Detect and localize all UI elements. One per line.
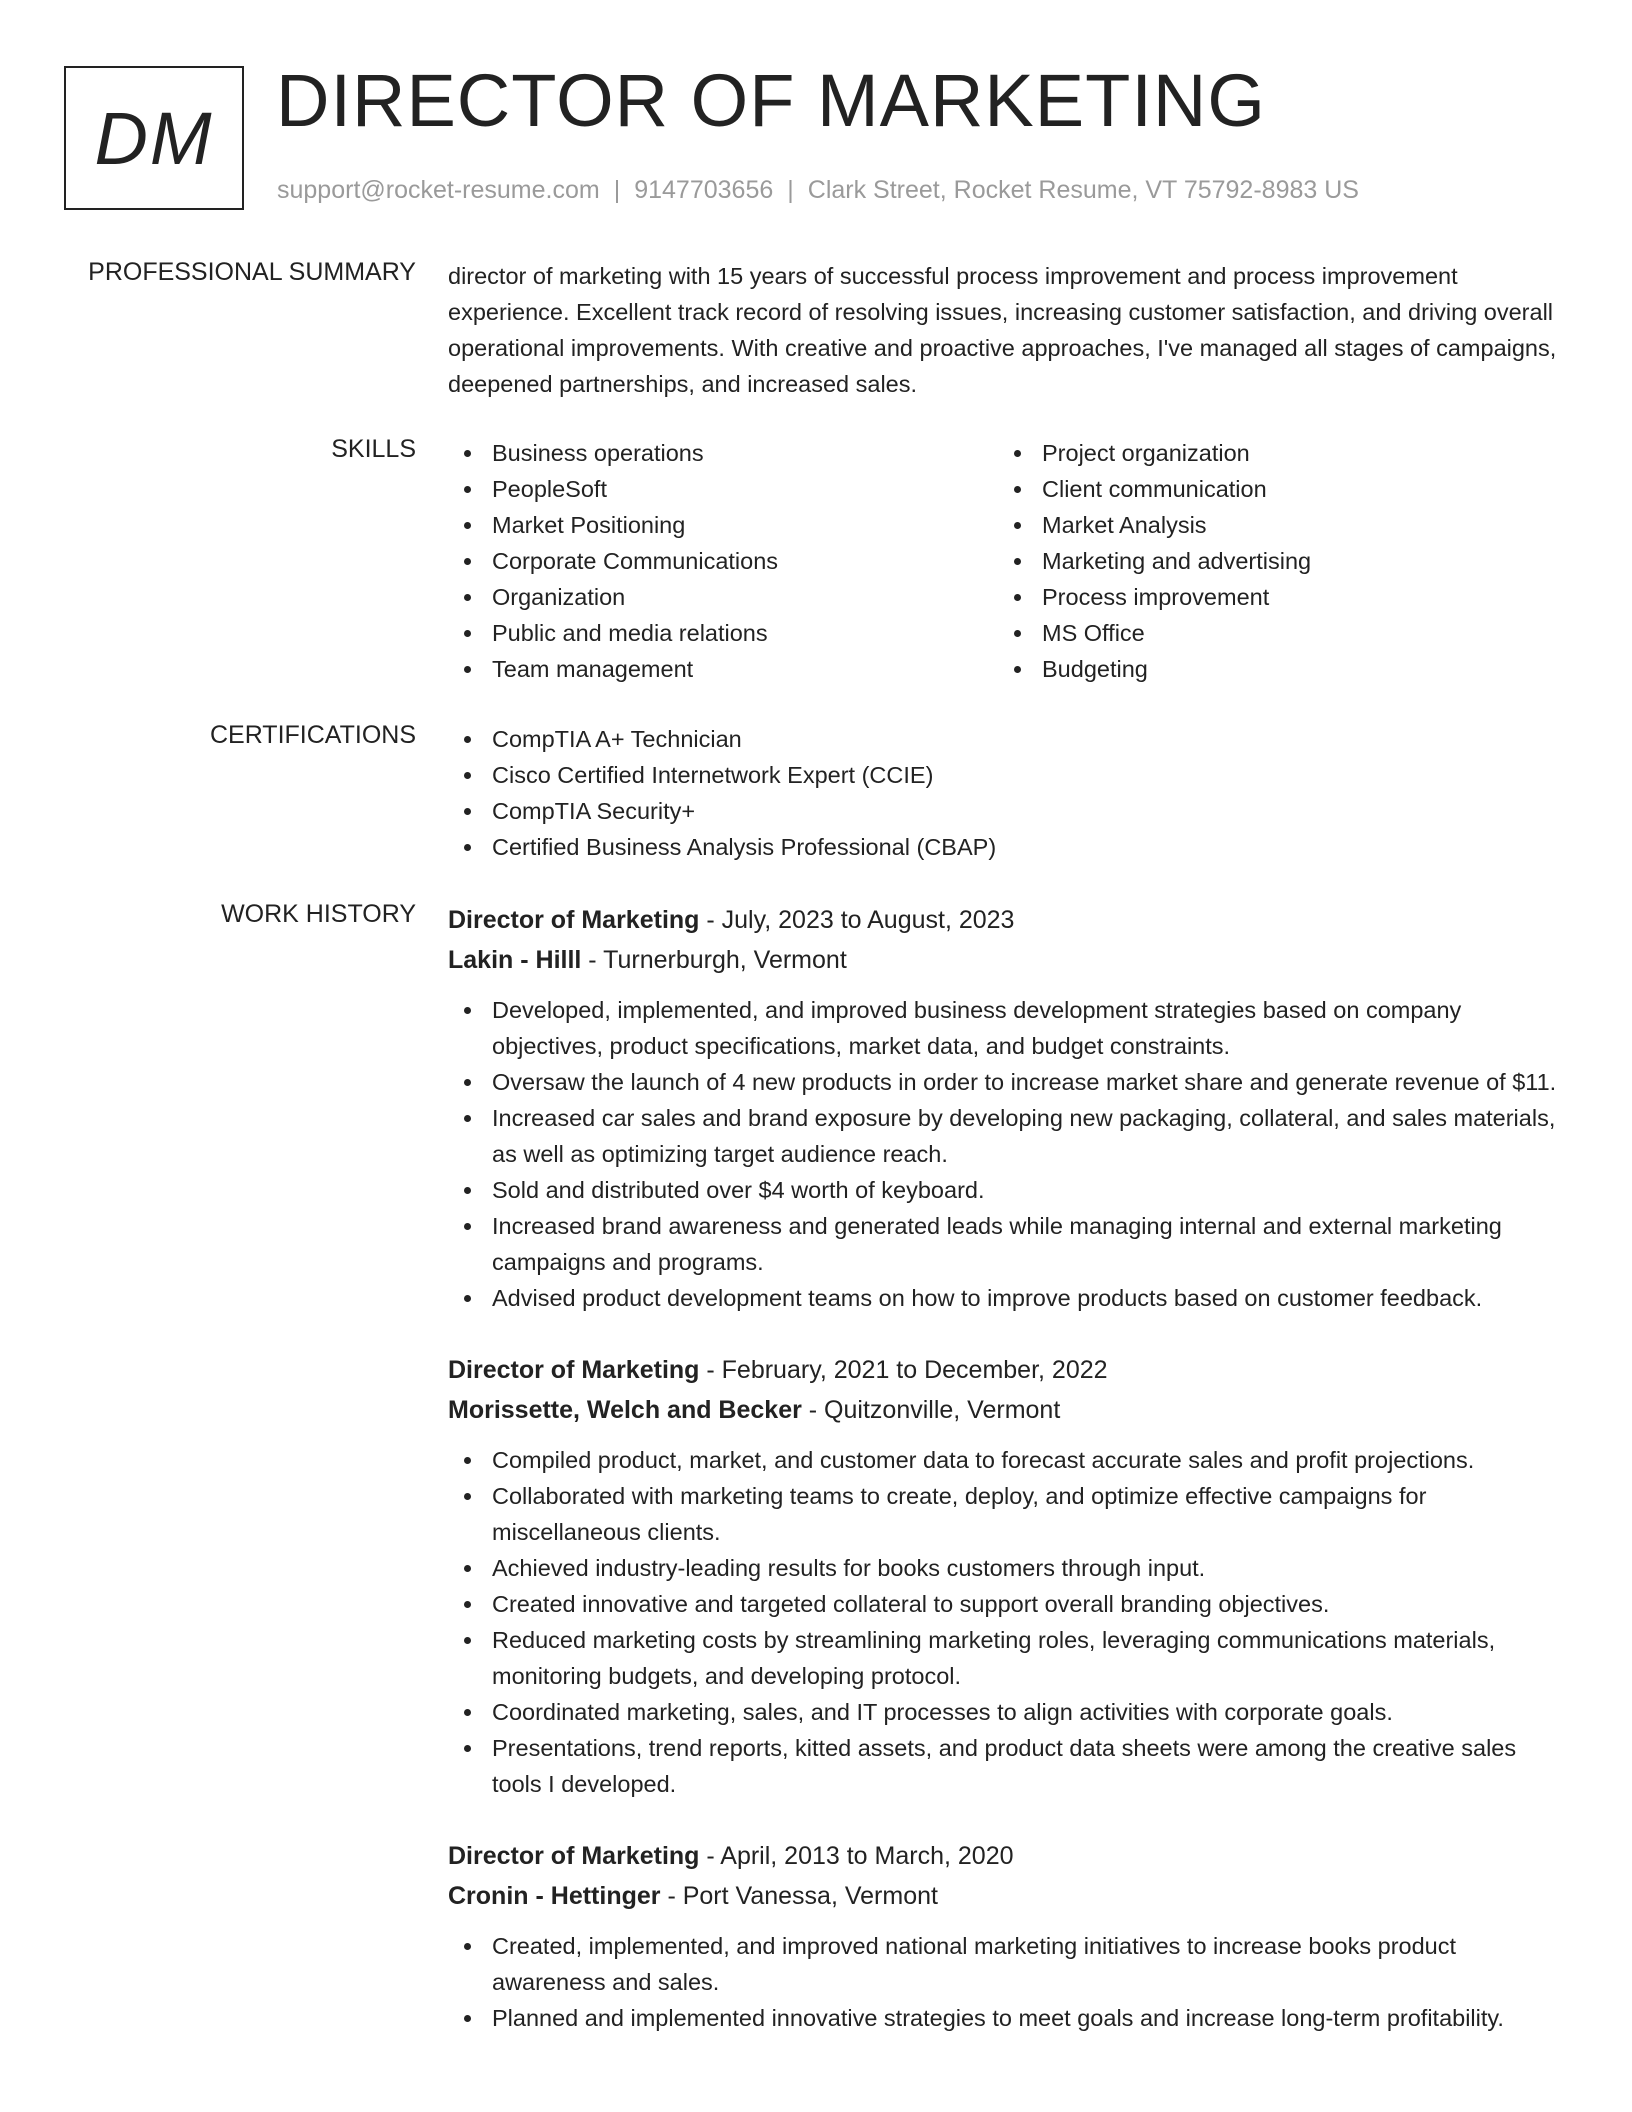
job-location: - Port Vanessa, Vermont (660, 1882, 938, 1910)
job-dates: - February, 2021 to December, 2022 (699, 1356, 1108, 1384)
job-bullets (448, 1928, 1568, 2036)
list-item: Market Positioning (448, 507, 998, 543)
job-title: Director of Marketing (448, 1356, 700, 1384)
contact-phone[interactable]: 9147703656 (634, 176, 774, 204)
skills-columns (448, 435, 1568, 687)
job-company-line (448, 940, 1568, 980)
certifications-list (448, 721, 1568, 865)
list-item: Corporate Communications (448, 543, 998, 579)
list-item: Created, implemented, and improved national marketing initiatives to increase books product awareness and sales. (448, 1928, 1568, 2000)
list-item: Business operations (448, 435, 998, 471)
job-bullets (448, 992, 1568, 1316)
list-item: Developed, implemented, and improved business development strategies based on company objectives, product specifications, market data, and budget constraints. (448, 992, 1568, 1064)
list-item: CompTIA A+ Technician (448, 721, 1568, 757)
section-label-skills: SKILLS (331, 435, 416, 463)
job-location: - Turnerburgh, Vermont (581, 946, 847, 974)
skills-list-left (448, 435, 998, 687)
section-label-certifications: CERTIFICATIONS (209, 721, 416, 749)
list-item: Compiled product, market, and customer data to forecast accurate sales and profit projections. (448, 1442, 1568, 1478)
job-company-line (448, 1876, 1568, 1916)
contact-separator: | (613, 176, 621, 204)
list-item: Increased brand awareness and generated leads while managing internal and external marketing campaigns and programs. (448, 1208, 1568, 1280)
job-title-line (448, 1836, 1568, 1876)
page-title: DIRECTOR OF MARKETING (276, 59, 1266, 142)
job-entry (448, 1836, 1568, 2036)
list-item: Budgeting (998, 651, 1548, 687)
list-item: Planned and implemented innovative strategies to meet goals and increase long-term profitability. (448, 2000, 1568, 2036)
list-item: Created innovative and targeted collateral to support overall branding objectives. (448, 1586, 1568, 1622)
job-company: Morissette, Welch and Becker (448, 1396, 802, 1424)
contact-address: Clark Street, Rocket Resume, VT 75792-8983 US (807, 176, 1359, 204)
job-company: Lakin - Hilll (448, 946, 582, 974)
list-item: Marketing and advertising (998, 543, 1548, 579)
section-label-summary: PROFESSIONAL SUMMARY (88, 258, 416, 286)
list-item: Presentations, trend reports, kitted assets, and product data sheets were among the creative sales tools I developed. (448, 1730, 1568, 1802)
list-item: Public and media relations (448, 615, 998, 651)
jobs-list (448, 900, 1568, 2070)
job-company-line (448, 1390, 1568, 1430)
contact-separator: | (787, 176, 794, 204)
job-bullets (448, 1442, 1568, 1802)
list-item: Collaborated with marketing teams to create, deploy, and optimize effective campaigns for miscellaneous clients. (448, 1478, 1568, 1550)
list-item: Sold and distributed over $4 worth of keyboard. (448, 1172, 1568, 1208)
list-item: Client communication (998, 471, 1548, 507)
job-dates: - April, 2013 to March, 2020 (699, 1842, 1014, 1870)
list-item: Increased car sales and brand exposure by developing new packaging, collateral, and sales materials, as well as optimizing target audience reach. (448, 1100, 1568, 1172)
contact-line (277, 176, 1359, 205)
list-item: Coordinated marketing, sales, and IT processes to align activities with corporate goals. (448, 1694, 1568, 1730)
list-item: MS Office (998, 615, 1548, 651)
list-item: CompTIA Security+ (448, 793, 1568, 829)
job-title-line (448, 900, 1568, 940)
list-item: Oversaw the launch of 4 new products in order to increase market share and generate revenue of $11. (448, 1064, 1568, 1100)
list-item: Team management (448, 651, 998, 687)
job-location: - Quitzonville, Vermont (801, 1396, 1061, 1424)
list-item: Certified Business Analysis Professional (CBAP) (448, 829, 1568, 865)
job-company: Cronin - Hettinger (448, 1882, 661, 1910)
summary-text: director of marketing with 15 years of successful process improvement and process improvement experience. Excellent track record of resolving issues, increasing customer satisfaction, and driving overall operational improvements. With creative and proactive approaches, I've managed all stages of campaigns, deepened partnerships, and increased sales. (448, 263, 1557, 397)
list-item: Achieved industry-leading results for books customers through input. (448, 1550, 1568, 1586)
list-item: Advised product development teams on how to improve products based on customer feedback. (448, 1280, 1568, 1316)
job-title-line (448, 1350, 1568, 1390)
list-item: Organization (448, 579, 998, 615)
list-item: Market Analysis (998, 507, 1548, 543)
list-item: PeopleSoft (448, 471, 998, 507)
job-title: Director of Marketing (448, 1842, 700, 1870)
job-dates: - July, 2023 to August, 2023 (699, 906, 1015, 934)
list-item: Reduced marketing costs by streamlining marketing roles, leveraging communications materials, monitoring budgets, and developing protocol. (448, 1622, 1568, 1694)
monogram-logo: DM (64, 66, 244, 210)
job-entry (448, 900, 1568, 1316)
list-item: Project organization (998, 435, 1548, 471)
job-title: Director of Marketing (448, 906, 700, 934)
section-label-work-history: WORK HISTORY (221, 900, 416, 928)
job-entry (448, 1350, 1568, 1802)
contact-email[interactable]: support@rocket-resume.com (277, 176, 600, 204)
skills-list-right (998, 435, 1548, 687)
list-item: Process improvement (998, 579, 1548, 615)
list-item: Cisco Certified Internetwork Expert (CCIE) (448, 757, 1568, 793)
